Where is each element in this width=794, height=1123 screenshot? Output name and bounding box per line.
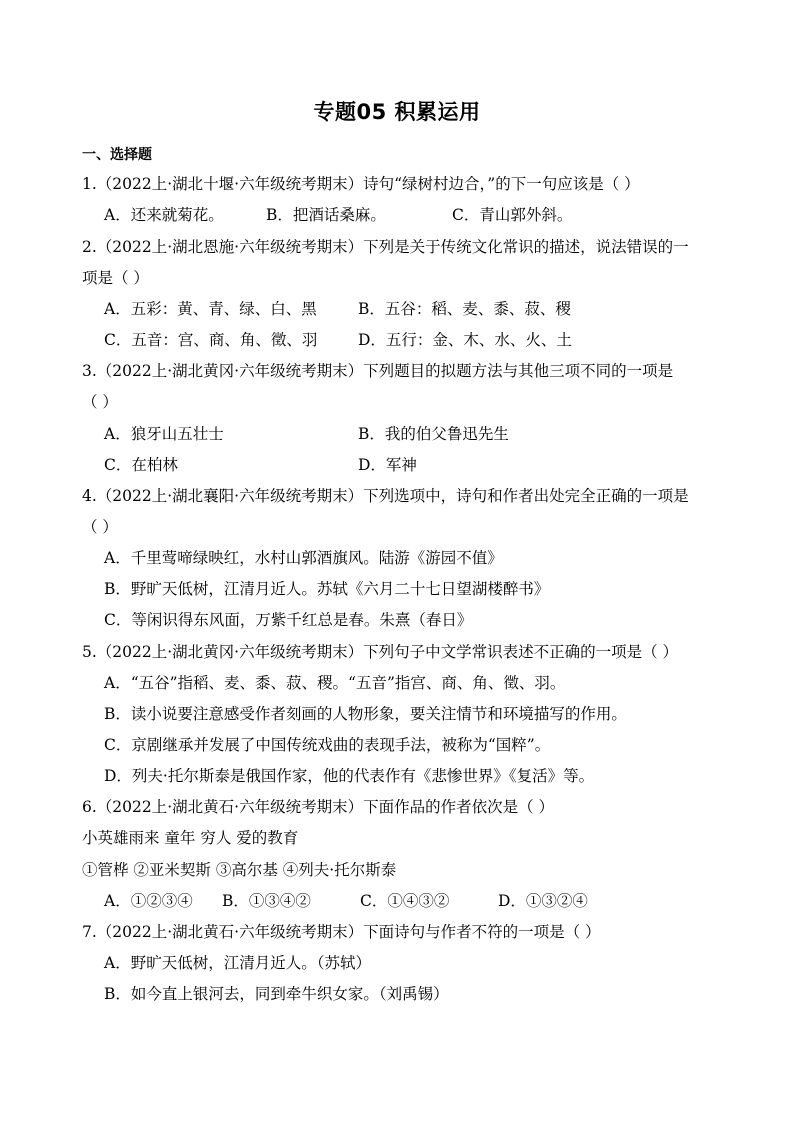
question-1-option-c: C．青山郭外斜。 xyxy=(452,206,573,224)
question-3-option-b: B．我的伯父鲁迅先生 xyxy=(358,425,509,443)
question-4-option-c: C．等闲识得东风面，万紫千红总是春。朱熹（春日》 xyxy=(104,611,473,629)
question-7-option-b: B．如今直上银河去，同到牵牛织女家。（刘禹锡） xyxy=(104,985,449,1003)
question-3-stem-cont: （ ） xyxy=(82,393,118,411)
question-7-stem: 7.（2022上·湖北黄石·六年级统考期末）下面诗句与作者不符的一项是（ ） xyxy=(82,923,601,941)
section-heading: 一、选择题 xyxy=(82,147,152,163)
question-5-option-b: B．读小说要注意感受作者刻画的人物形象，要关注情节和环境描写的作用。 xyxy=(104,705,627,723)
question-6-works: 小英雄雨来 童年 穷人 爱的教育 xyxy=(82,829,299,847)
question-6-option-d: D．①③②④ xyxy=(498,892,588,910)
question-6-option-c: C．①④③② xyxy=(360,892,450,910)
question-2-stem-cont: 项是（ ） xyxy=(82,269,149,287)
question-6-stem: 6.（2022上·湖北黄石·六年级统考期末）下面作品的作者依次是（ ） xyxy=(82,798,555,816)
question-6-authors: ①管桦 ②亚米契斯 ③高尔基 ④列夫·托尔斯泰 xyxy=(82,861,397,879)
question-2-option-b: B．五谷：稻、麦、黍、菽、稷 xyxy=(358,300,571,318)
question-2-option-a: A．五彩：黄、青、绿、白、黑 xyxy=(104,300,317,318)
question-6-option-a: A．①②③④ xyxy=(104,892,193,910)
question-5-option-a: A．“五谷”指稻、麦、黍、菽、稷。“五音”指宫、商、角、徵、羽。 xyxy=(104,674,566,692)
question-1-stem: 1.（2022上·湖北十堰·六年级统考期末）诗句“绿树村边合，”的下一句应该是（ ） xyxy=(82,175,640,193)
question-7-option-a: A．野旷天低树，江清月近人。（苏轼） xyxy=(104,954,371,972)
question-2-stem: 2.（2022上·湖北恩施·六年级统考期末）下列是关于传统文化常识的描述，说法错误的一 xyxy=(82,238,689,256)
question-2-option-c: C．五音：宫、商、角、徵、羽 xyxy=(104,331,318,349)
question-4-option-b: B．野旷天低树，江清月近人。苏轼《六月二十七日望湖楼醉书》 xyxy=(104,580,550,598)
question-3-option-c: C．在柏林 xyxy=(104,456,178,474)
question-4-option-a: A．千里莺啼绿映红，水村山郭酒旗风。陆游《游园不值》 xyxy=(104,549,503,567)
page-title: 专题05 积累运用 xyxy=(313,100,481,124)
question-2-option-d: D．五行：金、木、水、火、土 xyxy=(358,331,572,349)
question-4-stem-cont: （ ） xyxy=(82,518,118,536)
question-5-stem: 5.（2022上·湖北黄冈·六年级统考期末）下列句子中文学常识表述不正确的一项是（ ） xyxy=(82,643,679,661)
question-4-stem: 4.（2022上·湖北襄阳·六年级统考期末）下列选项中，诗句和作者出处完全正确的一项是 xyxy=(82,487,689,505)
question-1-option-a: A．还来就菊花。 xyxy=(104,206,224,224)
question-3-option-a: A．狼牙山五壮士 xyxy=(104,425,224,443)
question-5-option-d: D．列夫·托尔斯泰是俄国作家，他的代表作有《悲惨世界》《复活》等。 xyxy=(104,767,595,785)
question-3-option-d: D．军神 xyxy=(358,456,417,474)
question-6-option-b: B．①③④② xyxy=(222,892,311,910)
question-1-option-b: B．把酒话桑麻。 xyxy=(266,206,386,224)
question-3-stem: 3.（2022上·湖北黄冈·六年级统考期末）下列题目的拟题方法与其他三项不同的一项是 xyxy=(82,362,674,380)
question-5-option-c: C．京剧继承并发展了中国传统戏曲的表现手法，被称为“国粹”。 xyxy=(104,736,551,754)
